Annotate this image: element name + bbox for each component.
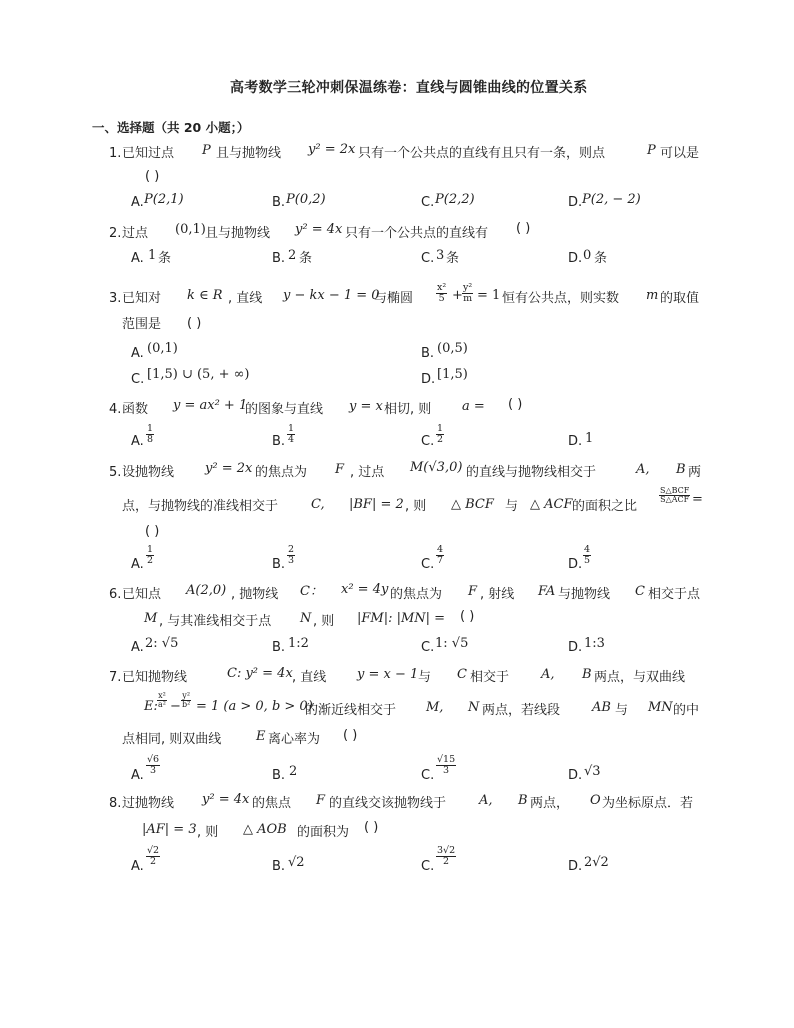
question-text: 且与抛物线 [216,146,282,161]
option-c-value: 1: √5 [435,636,469,651]
option-c-value: $\frac{3√2}{2}$ [437,845,456,867]
question-text: 已知抛物线 [122,670,188,685]
fraction-x2-over-5: $\frac{\text{x²}}{5}$ [437,282,447,304]
question-text: 只有一个公共点的直线有且只有一条，则点 [358,146,606,161]
answer-blank: ( ) [145,169,160,184]
option-d-value: 2√2 [584,855,609,870]
question-text: 已知过点 [122,146,175,161]
math-expression: A, [479,793,493,808]
option-a-label: A. [131,859,144,874]
question-text: 相交于 [470,670,510,685]
question-text: 只有一个公共点的直线有 [345,226,489,241]
math-expression: N [300,611,312,626]
question-number: 5. [109,465,122,480]
math-expression: P [202,143,211,158]
option-c-label: C. [421,251,435,266]
option-b-value: 2 [289,764,298,779]
math-expression: E [256,729,266,744]
math-expression: A, [636,462,650,477]
math-expression: C: y² = 4x [227,666,293,681]
question-text: 相交于点 [648,587,701,602]
question-text: 离心率为 [268,732,321,747]
option-d-label: D. [568,859,583,874]
math-expression: M [144,611,158,626]
option-b-label: B. [272,640,286,655]
section-heading: 一、选择题（共 20 小题；） [92,120,250,135]
math-expression: F [468,584,478,599]
option-a-label: A. [131,557,144,572]
option-a-value: $\frac{√6}{3}$ [147,754,160,776]
option-a-value: 1 [148,248,157,263]
fraction-x2-over-a2: $\frac{\text{x²}}{\text{a²}}$ [158,691,166,710]
question-text: 的焦点 [252,796,292,811]
option-a-label: A. [131,195,144,210]
option-unit: 条 [594,251,608,266]
question-text: , 射线 [480,587,515,602]
question-text: 与 [505,499,519,514]
question-text: 的中 [673,703,700,718]
equals-sign: = [692,492,703,507]
option-d-label: D. [568,251,583,266]
math-expression: △ BCF [451,497,494,512]
fraction-y2-over-m: $\frac{\text{y²}}{m}$ [463,282,473,304]
option-b-value: $\frac{1}{4}$ [288,423,295,445]
question-number: 3. [109,291,122,306]
option-c-label: C. [421,557,435,572]
minus-sign: − [170,699,181,714]
option-a-label: A. [131,768,144,783]
option-a-label: A. [131,251,144,266]
math-expression: a = [462,399,485,414]
math-expression: O [590,793,601,808]
question-text: 设抛物线 [122,465,175,480]
question-number: 7. [109,670,122,685]
option-d-value: √3 [584,764,601,779]
question-text: 的面积之比 [572,499,638,514]
question-number: 2. [109,226,122,241]
answer-blank: ( ) [364,820,379,835]
answer-blank: ( ) [343,728,358,743]
option-a-value: $\frac{1}{8}$ [147,423,154,445]
option-c-label: C. [421,434,435,449]
option-b-label: B. [272,557,286,572]
option-unit: 条 [299,251,313,266]
option-b-label: B. [272,859,286,874]
option-c-value: $\frac{4}{7}$ [437,544,444,566]
math-expression: M, [426,700,444,715]
math-expression: y = x − 1 [357,667,419,682]
option-a-label: A. [131,346,144,361]
math-expression: FA [538,584,556,599]
option-a-value: $\frac{√2}{2}$ [147,845,160,867]
question-text: 的焦点为 [390,587,443,602]
plus-sign: + [452,288,463,303]
option-b-label: B. [272,768,286,783]
question-text: 两点，若线段 [482,703,561,718]
option-c-value: $\frac{1}{2}$ [437,423,444,445]
math-expression: F [316,793,326,808]
question-text: , 则 [197,825,219,840]
math-expression: m [646,288,659,303]
question-text: 为坐标原点．若 [602,796,694,811]
question-text: , 则 [405,499,427,514]
option-b-label: B. [272,251,286,266]
question-text: , 抛物线 [231,587,279,602]
math-expression: B [676,462,686,477]
math-expression: = 1 [477,288,501,303]
fraction-y2-over-b2: $\frac{\text{y²}}{\text{b²}}$ [182,691,191,710]
question-text: 的渐近线相交于 [305,703,397,718]
option-d-label: D. [568,640,583,655]
math-expression: B [518,793,528,808]
option-a-value: P(2,1) [144,192,184,207]
option-d-value: $\frac{4}{5}$ [584,544,591,566]
math-expression: y² = 4x [202,792,250,807]
question-text: 已知点 [122,587,162,602]
math-expression: y² = 2x [205,461,253,476]
question-text: 可以是 [660,146,700,161]
math-expression: P [647,143,656,158]
question-text: 函数 [122,402,149,417]
option-c-label: C. [421,195,435,210]
math-expression: |AF| = 3 [142,822,197,837]
option-a-value: 2: √5 [145,636,179,651]
question-text: 两 [688,465,702,480]
option-d-label: D. [568,768,583,783]
option-d-value: 0 [583,248,592,263]
math-expression: △ AOB [243,822,287,837]
question-text: 过点 [122,226,149,241]
option-b-value: 1:2 [288,636,309,651]
math-expression: C [457,667,467,682]
question-text: 且与抛物线 [205,226,271,241]
option-d-value: 1:3 [584,636,605,651]
option-c-value: [1,5) ∪ (5, + ∞) [147,367,250,382]
option-d-value: P(2, − 2) [582,192,641,207]
option-b-value: P(0,2) [286,192,326,207]
question-text: 两点， [530,796,570,811]
question-text: 与抛物线 [558,587,611,602]
option-c-value: P(2,2) [435,192,475,207]
option-c-label: C. [421,768,435,783]
option-c-value: 3 [436,248,445,263]
answer-blank: ( ) [145,524,160,539]
area-ratio-fraction: S△BCF S△ACF [660,486,690,505]
question-text: 过抛物线 [122,796,175,811]
answer-blank: ( ) [460,609,475,624]
question-text: 已知对 [122,291,162,306]
math-expression: C： [300,584,323,599]
question-text: , 与其准线相交于点 [159,614,272,629]
question-text: 的图象与直线 [245,402,324,417]
math-expression: y² = 2x [308,142,356,157]
question-text: 的面积为 [297,825,350,840]
page-title: 高考数学三轮冲刺保温练卷：直线与圆锥曲线的位置关系 [230,80,588,96]
option-b-value: $\frac{2}{3}$ [288,544,295,566]
option-a-value: $\frac{1}{2}$ [147,544,154,566]
question-text: 与 [418,670,432,685]
math-expression: E: [144,699,158,714]
question-text: , 则 [313,614,335,629]
option-unit: 条 [446,251,460,266]
option-d-label: D. [568,195,583,210]
question-text: 范围是 [122,317,162,332]
question-text: 的直线交该抛物线于 [329,796,447,811]
math-expression: x² = 4y [341,582,389,597]
math-expression: F [335,462,345,477]
question-text: 点相同, 则双曲线 [122,732,222,747]
option-d-value: [1,5) [437,367,468,382]
option-d-label: D. [568,434,583,449]
option-a-label: A. [131,640,144,655]
question-text: 点，与抛物线的准线相交于 [122,499,279,514]
question-text: 相切, 则 [384,402,432,417]
math-expression: |FM|: |MN| = [357,611,446,626]
math-expression: B [582,667,592,682]
option-c-label: C. [421,859,435,874]
math-expression: |BF| = 2 [349,497,404,512]
math-expression: A, [541,667,555,682]
question-text: 两点，与双曲线 [594,670,686,685]
option-a-value: (0,1) [147,341,178,356]
option-b-value: (0,5) [437,341,468,356]
math-expression: (0,1) [175,222,206,237]
math-expression: MN [648,700,673,715]
option-a-label: A. [131,434,144,449]
question-number: 4. [109,402,122,417]
question-text: 的取值 [660,291,700,306]
math-expression: C, [311,497,325,512]
question-number: 8. [109,796,122,811]
option-unit: 条 [158,251,172,266]
math-expression: C [635,584,645,599]
question-text: , 直线 [292,670,327,685]
math-expression: △ ACF [530,497,573,512]
math-expression: AB [592,700,611,715]
option-b-value: 2 [288,248,297,263]
question-text: 恒有公共点，则实数 [502,291,620,306]
option-b-label: B. [272,195,286,210]
question-text: , 直线 [228,291,263,306]
math-expression: M(√3,0) [410,460,463,475]
math-expression: y − kx − 1 = 0 [283,288,380,303]
question-text: 的直线与抛物线相交于 [466,465,597,480]
math-expression: y² = 4x [295,222,343,237]
math-expression: = 1 (a > 0, b > 0) [196,699,313,714]
question-number: 6. [109,587,122,602]
math-expression: y = ax² + 1 [173,398,248,413]
question-text: , 过点 [350,465,385,480]
question-number: 1. [109,146,122,161]
option-b-label: B. [421,346,435,361]
answer-blank: ( ) [187,316,202,331]
option-c-label: C. [421,640,435,655]
option-b-value: √2 [288,855,305,870]
option-d-label: D. [421,372,436,387]
option-c-value: $\frac{√15}{3}$ [437,754,456,776]
question-text: 与 [615,703,629,718]
question-text: 的焦点为 [255,465,308,480]
option-d-value: 1 [585,431,594,446]
math-expression: N [468,700,480,715]
option-c-label: C. [131,372,145,387]
option-d-label: D. [568,557,583,572]
answer-blank: ( ) [508,397,523,412]
answer-blank: ( ) [516,221,531,236]
math-expression: y = x [349,399,383,414]
question-text: 与椭圆 [374,291,414,306]
math-expression: k ∈ R [187,288,223,303]
math-expression: A(2,0) [186,583,227,598]
option-b-label: B. [272,434,286,449]
